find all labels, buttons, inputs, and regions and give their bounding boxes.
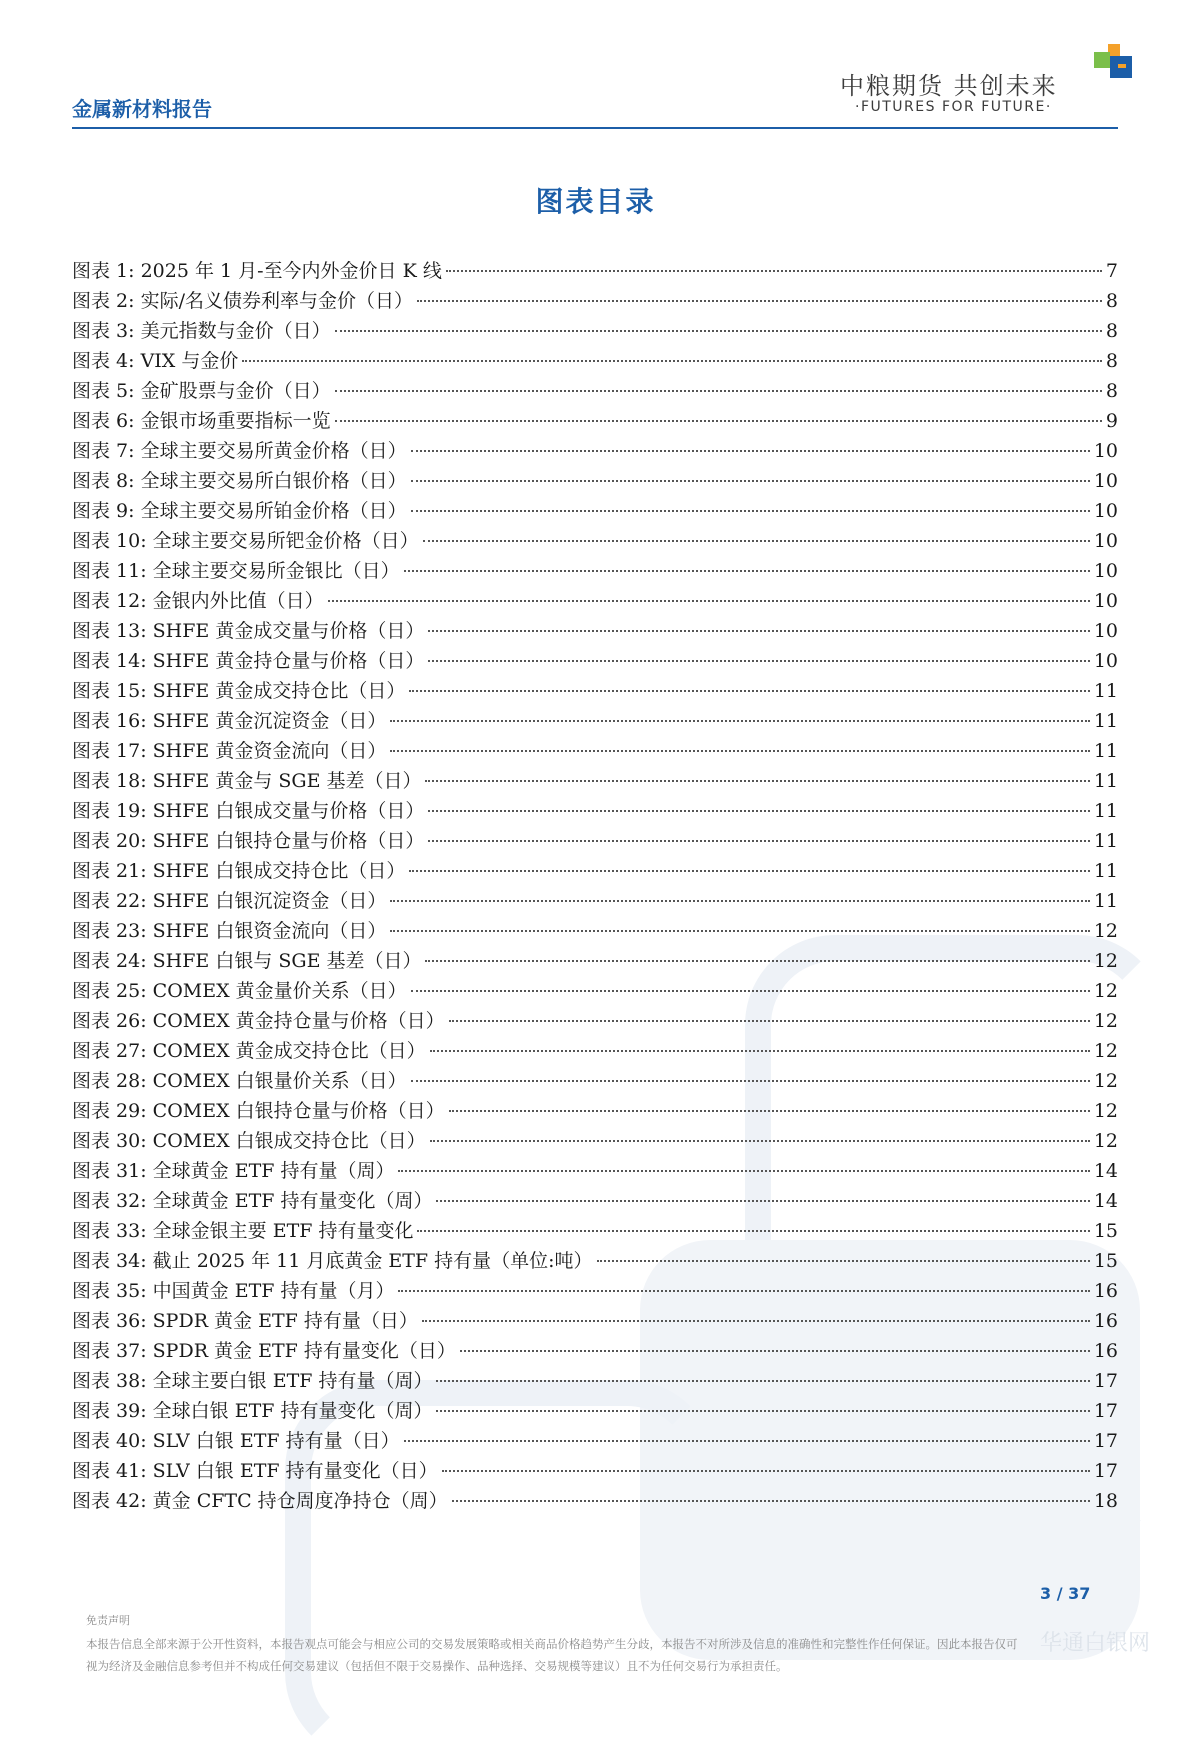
toc-entry-label: 图表 6: 金银市场重要指标一览	[72, 410, 331, 432]
toc-dot-leader	[428, 659, 1089, 662]
toc-entry-page: 11	[1093, 830, 1118, 852]
toc-entry-label: 图表 2: 实际/名义债券利率与金价（日）	[72, 290, 413, 312]
toc-dot-leader	[411, 509, 1090, 512]
toc-entry-page: 12	[1093, 980, 1118, 1002]
toc-dot-leader	[452, 1499, 1090, 1502]
toc-dot-leader	[422, 1319, 1090, 1322]
toc-dot-leader	[430, 1139, 1090, 1142]
toc-dot-leader	[417, 299, 1102, 302]
toc-entry-page: 16	[1093, 1310, 1118, 1332]
toc-entry-page: 14	[1093, 1190, 1118, 1212]
toc-entry-page: 11	[1093, 860, 1118, 882]
toc-dot-leader	[425, 959, 1089, 962]
toc-entry-label: 图表 37: SPDR 黄金 ETF 持有量变化（日）	[72, 1340, 456, 1362]
toc-dot-leader	[409, 869, 1089, 872]
toc-dot-leader	[404, 569, 1090, 572]
toc-entry-page: 12	[1093, 1010, 1118, 1032]
toc-entry[interactable]	[72, 1156, 1118, 1186]
toc-entry-label: 图表 3: 美元指数与金价（日）	[72, 320, 331, 342]
toc-entry[interactable]	[72, 886, 1118, 916]
toc-entry[interactable]	[72, 1186, 1118, 1216]
toc-entry-label: 图表 42: 黄金 CFTC 持仓周度净持仓（周）	[72, 1490, 448, 1512]
toc-heading: 图表目录	[535, 185, 656, 218]
toc-entry[interactable]	[72, 1276, 1118, 1306]
toc-entry-page: 18	[1093, 1490, 1118, 1512]
toc-dot-leader	[335, 389, 1102, 392]
toc-entry-label: 图表 22: SHFE 白银沉淀资金（日）	[72, 890, 387, 912]
toc-entry[interactable]	[72, 1486, 1118, 1516]
toc-entry[interactable]	[72, 1336, 1118, 1366]
toc-entry-label: 图表 21: SHFE 白银成交持仓比（日）	[72, 860, 406, 882]
toc-entry-page: 14	[1093, 1160, 1118, 1182]
toc-entry[interactable]	[72, 646, 1118, 676]
toc-dot-leader	[425, 779, 1089, 782]
toc-entry[interactable]	[72, 1366, 1118, 1396]
toc-entry[interactable]	[72, 586, 1118, 616]
toc-dot-leader	[417, 1229, 1089, 1232]
toc-entry-page: 10	[1093, 440, 1118, 462]
toc-entry[interactable]	[72, 616, 1118, 646]
toc-entry-label: 图表 28: COMEX 白银量价关系（日）	[72, 1070, 407, 1092]
toc-entry[interactable]	[72, 316, 1118, 346]
toc-entry[interactable]	[72, 346, 1118, 376]
toc-entry-page: 10	[1093, 470, 1118, 492]
toc-entry[interactable]	[72, 1096, 1118, 1126]
toc-dot-leader	[328, 599, 1090, 602]
toc-entry-label: 图表 27: COMEX 黄金成交持仓比（日）	[72, 1040, 426, 1062]
toc-entry-page: 15	[1093, 1220, 1118, 1242]
toc-entry[interactable]	[72, 376, 1118, 406]
toc-entry-page: 9	[1105, 410, 1118, 432]
toc-dot-leader	[597, 1259, 1090, 1262]
toc-entry-page: 17	[1093, 1430, 1118, 1452]
toc-entry-page: 12	[1093, 1040, 1118, 1062]
toc-entry-label: 图表 9: 全球主要交易所铂金价格（日）	[72, 500, 407, 522]
toc-entry-label: 图表 1: 2025 年 1 月-至今内外金价日 K 线	[72, 260, 442, 282]
toc-entry-page: 12	[1093, 1100, 1118, 1122]
toc-entry-page: 11	[1093, 800, 1118, 822]
toc-dot-leader	[449, 1019, 1090, 1022]
toc-entry-label: 图表 18: SHFE 黄金与 SGE 基差（日）	[72, 770, 422, 792]
toc-entry-label: 图表 12: 金银内外比值（日）	[72, 590, 324, 612]
toc-dot-leader	[242, 359, 1102, 362]
toc-entry-label: 图表 30: COMEX 白银成交持仓比（日）	[72, 1130, 426, 1152]
toc-dot-leader	[446, 269, 1102, 272]
toc-dot-leader	[449, 1109, 1090, 1112]
toc-entry-page: 11	[1093, 710, 1118, 732]
page-number: 3 / 37	[1040, 1584, 1091, 1603]
toc-entry-page: 16	[1093, 1280, 1118, 1302]
toc-dot-leader	[411, 1079, 1090, 1082]
toc-entry[interactable]	[72, 1456, 1118, 1486]
toc-entry[interactable]	[72, 946, 1118, 976]
brand-slogan: ·FUTURES FOR FUTURE·	[855, 99, 1052, 115]
toc-entry-page: 8	[1105, 350, 1118, 372]
toc-dot-leader	[411, 479, 1090, 482]
toc-entry-label: 图表 4: VIX 与金价	[72, 350, 239, 372]
toc-entry-page: 10	[1093, 500, 1118, 522]
toc-entry[interactable]	[72, 1306, 1118, 1336]
toc-entry-page: 10	[1093, 650, 1118, 672]
toc-entry-page: 17	[1093, 1370, 1118, 1392]
toc-entry[interactable]	[72, 766, 1118, 796]
toc-entry-page: 10	[1093, 560, 1118, 582]
toc-dot-leader	[398, 1289, 1089, 1292]
toc-entry-page: 12	[1093, 1070, 1118, 1092]
toc-entry-page: 10	[1093, 530, 1118, 552]
toc-entry-page: 12	[1093, 1130, 1118, 1152]
disclaimer-title: 免责声明	[86, 1614, 130, 1627]
toc-entry-label: 图表 33: 全球金银主要 ETF 持有量变化	[72, 1220, 414, 1242]
toc-entry-label: 图表 10: 全球主要交易所钯金价格（日）	[72, 530, 419, 552]
disclaimer-text: 本报告信息全部来源于公开性资料，本报告观点可能会与相应公司的交易发展策略或相关商品价格趋势产生分歧，本报告不对所涉及信息的准确性和完整性作任何保证。因此本报告仅可视为经济及金融信息参考但并不构成任何交易建议（包括但不限于交易操作、品种选择、交易规模等建议）且不为任何交易行为承担责任。	[86, 1637, 1018, 1673]
toc-entry-label: 图表 32: 全球黄金 ETF 持有量变化（周）	[72, 1190, 433, 1212]
toc-entry-label: 图表 35: 中国黄金 ETF 持有量（月）	[72, 1280, 395, 1302]
toc-list	[72, 256, 1118, 1516]
toc-dot-leader	[436, 1199, 1089, 1202]
report-title: 金属新材料报告	[72, 97, 212, 121]
toc-entry[interactable]	[72, 976, 1118, 1006]
toc-dot-leader	[411, 449, 1090, 452]
toc-entry-page: 11	[1093, 680, 1118, 702]
toc-entry[interactable]	[72, 406, 1118, 436]
toc-entry-label: 图表 40: SLV 白银 ETF 持有量（日）	[72, 1430, 400, 1452]
toc-entry-page: 15	[1093, 1250, 1118, 1272]
toc-entry-page: 10	[1093, 590, 1118, 612]
toc-entry[interactable]	[72, 1006, 1118, 1036]
toc-entry[interactable]	[72, 556, 1118, 586]
toc-entry[interactable]	[72, 466, 1118, 496]
toc-dot-leader	[428, 809, 1089, 812]
toc-entry-label: 图表 19: SHFE 白银成交量与价格（日）	[72, 800, 425, 822]
brand-name: 中粮期货 共创未来	[840, 72, 1058, 100]
toc-entry-label: 图表 41: SLV 白银 ETF 持有量变化（日）	[72, 1460, 438, 1482]
toc-entry-page: 8	[1105, 320, 1118, 342]
toc-dot-leader	[442, 1469, 1090, 1472]
toc-dot-leader	[390, 749, 1089, 752]
toc-entry-label: 图表 29: COMEX 白银持仓量与价格（日）	[72, 1100, 445, 1122]
toc-entry[interactable]	[72, 526, 1118, 556]
toc-dot-leader	[411, 989, 1090, 992]
toc-entry-page: 8	[1105, 290, 1118, 312]
toc-dot-leader	[390, 899, 1089, 902]
toc-entry-label: 图表 16: SHFE 黄金沉淀资金（日）	[72, 710, 387, 732]
toc-entry-label: 图表 17: SHFE 黄金资金流向（日）	[72, 740, 387, 762]
toc-entry[interactable]	[72, 706, 1118, 736]
toc-entry-label: 图表 25: COMEX 黄金量价关系（日）	[72, 980, 407, 1002]
toc-dot-leader	[430, 1049, 1090, 1052]
toc-entry-label: 图表 5: 金矿股票与金价（日）	[72, 380, 331, 402]
toc-entry-page: 11	[1093, 740, 1118, 762]
toc-entry-label: 图表 8: 全球主要交易所白银价格（日）	[72, 470, 407, 492]
toc-dot-leader	[436, 1379, 1089, 1382]
toc-entry[interactable]	[72, 1216, 1118, 1246]
toc-dot-leader	[390, 929, 1089, 932]
toc-entry-label: 图表 31: 全球黄金 ETF 持有量（周）	[72, 1160, 395, 1182]
toc-entry[interactable]	[72, 856, 1118, 886]
toc-entry-page: 10	[1093, 620, 1118, 642]
toc-entry[interactable]	[72, 1066, 1118, 1096]
toc-entry-page: 12	[1093, 920, 1118, 942]
toc-entry-label: 图表 7: 全球主要交易所黄金价格（日）	[72, 440, 407, 462]
toc-dot-leader	[398, 1169, 1089, 1172]
toc-dot-leader	[335, 329, 1102, 332]
toc-entry-label: 图表 38: 全球主要白银 ETF 持有量（周）	[72, 1370, 433, 1392]
toc-entry[interactable]	[72, 1396, 1118, 1426]
toc-entry-page: 11	[1093, 770, 1118, 792]
toc-entry-label: 图表 13: SHFE 黄金成交量与价格（日）	[72, 620, 425, 642]
toc-entry[interactable]	[72, 736, 1118, 766]
toc-entry-page: 12	[1093, 950, 1118, 972]
corner-watermark: 华通白银网	[1040, 1631, 1151, 1656]
toc-dot-leader	[335, 419, 1102, 422]
toc-entry-page: 17	[1093, 1400, 1118, 1422]
toc-entry[interactable]	[72, 796, 1118, 826]
toc-entry-label: 图表 11: 全球主要交易所金银比（日）	[72, 560, 400, 582]
toc-entry-page: 7	[1105, 260, 1118, 282]
toc-entry[interactable]	[72, 496, 1118, 526]
toc-entry-label: 图表 39: 全球白银 ETF 持有量变化（周）	[72, 1400, 433, 1422]
toc-entry[interactable]	[72, 1036, 1118, 1066]
toc-entry-label: 图表 23: SHFE 白银资金流向（日）	[72, 920, 387, 942]
toc-entry-label: 图表 20: SHFE 白银持仓量与价格（日）	[72, 830, 425, 852]
toc-entry[interactable]	[72, 286, 1118, 316]
toc-entry-label: 图表 26: COMEX 黄金持仓量与价格（日）	[72, 1010, 445, 1032]
toc-entry-page: 17	[1093, 1460, 1118, 1482]
toc-entry[interactable]	[72, 676, 1118, 706]
toc-entry-label: 图表 15: SHFE 黄金成交持仓比（日）	[72, 680, 406, 702]
header-divider	[72, 127, 1118, 129]
toc-entry-label: 图表 24: SHFE 白银与 SGE 基差（日）	[72, 950, 422, 972]
toc-entry[interactable]	[72, 256, 1118, 286]
toc-entry-page: 8	[1105, 380, 1118, 402]
toc-dot-leader	[436, 1409, 1089, 1412]
toc-dot-leader	[404, 1439, 1090, 1442]
toc-dot-leader	[423, 539, 1090, 542]
toc-entry-label: 图表 34: 截止 2025 年 11 月底黄金 ETF 持有量（单位:吨）	[72, 1250, 593, 1272]
company-logo-icon	[1094, 44, 1136, 80]
toc-entry-page: 16	[1093, 1340, 1118, 1362]
toc-entry[interactable]	[72, 916, 1118, 946]
toc-entry[interactable]	[72, 826, 1118, 856]
toc-entry-label: 图表 36: SPDR 黄金 ETF 持有量（日）	[72, 1310, 418, 1332]
toc-dot-leader	[428, 839, 1089, 842]
toc-dot-leader	[409, 689, 1089, 692]
toc-entry[interactable]	[72, 436, 1118, 466]
toc-entry-page: 11	[1093, 890, 1118, 912]
toc-entry[interactable]	[72, 1426, 1118, 1456]
toc-entry[interactable]	[72, 1246, 1118, 1276]
toc-dot-leader	[460, 1349, 1090, 1352]
toc-dot-leader	[428, 629, 1089, 632]
toc-dot-leader	[390, 719, 1089, 722]
toc-entry-label: 图表 14: SHFE 黄金持仓量与价格（日）	[72, 650, 425, 672]
toc-entry[interactable]	[72, 1126, 1118, 1156]
